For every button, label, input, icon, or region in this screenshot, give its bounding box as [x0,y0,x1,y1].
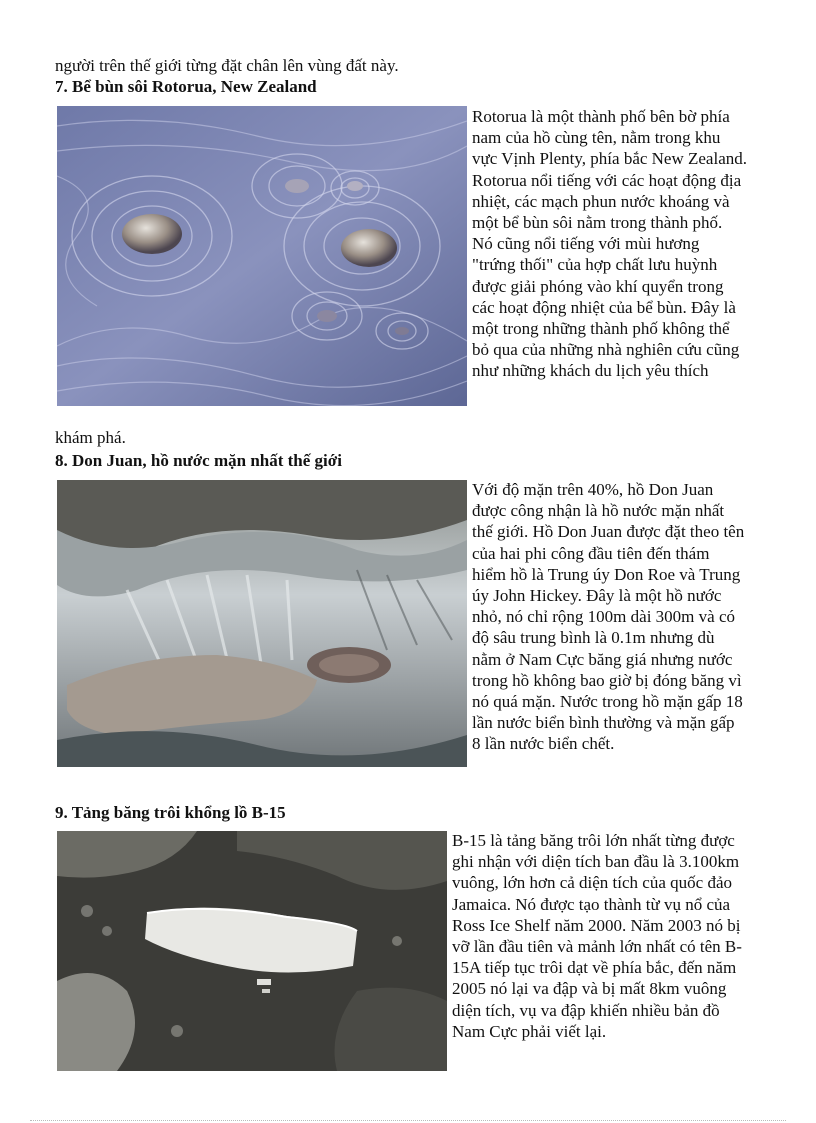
section-8-paragraph: Với độ mặn trên 40%, hồ Don Juan được công nhận là hồ nước mặn nhất thế giới. Hồ Don Juan được đặt theo tên của hai phi công đầu tiên đến thám hiểm hồ là Trung úy Don Roe và Trung úy John Hickey. Đây là một hồ nước nhỏ, nó chỉ rộng 100m dài 300m và có độ sâu trung bình là 0.1m nhưng dù nằm ở Nam Cực băng giá nhưng nước trong hồ không bao giờ bị đóng băng vì nó quá mặn. Nước trong hồ mặn gấp 18 lần nước biển bình thường và mặn gấp 8 lần nước biển chết. [472,480,745,754]
section-9-paragraph: B-15 là tảng băng trôi lớn nhất từng được ghi nhận với diện tích ban đầu là 3.100km vuông, lớn hơn cả diện tích của quốc đảo Jamaica. Nó được tạo thành từ vụ nổ của Ross Ice Shelf năm 2000. Năm 2003 nó bị vỡ lần đầu tiên và mảnh lớn nhất có tên B-15A tiếp tục trôi dạt về phía bắc, đến năm 2005 nó lại va đập và bị mất 8km vuông diện tích, vụ va đập khiến nhiều bản đồ Nam Cực phải viết lại. [452,831,742,1041]
section-9-heading: 9. Tảng băng trôi khổng lồ B-15 [55,803,286,822]
section-8-heading: 8. Don Juan, hồ nước mặn nhất thế giới [55,451,342,470]
don-juan-pond-image [57,480,467,767]
page-bottom-rule [30,1120,786,1121]
intro-line: người trên thế giới từng đặt chân lên vùng đất này. [55,56,399,75]
section-7-heading: 7. Bể bùn sôi Rotorua, New Zealand [55,77,317,96]
iceberg-b15-image [57,831,447,1071]
rotorua-mud-pool-image [57,106,467,406]
section-7-continuation: khám phá. [55,428,126,447]
section-7-paragraph: Rotorua là một thành phố bên bờ phía nam của hồ cùng tên, nằm trong khu vực Vịnh Plenty, phía bắc New Zealand. Rotorua nổi tiếng với các hoạt động địa nhiệt, các mạch phun nước khoáng và một bể bùn sôi nằm trong thành phố. Nó cũng nổi tiếng với mùi hương "trứng thối" của hợp chất lưu huỳnh được giải phóng vào khí quyển trong các hoạt động nhiệt của bể bùn. Đây là một trong những thành phố không thể bỏ qua của những nhà nghiên cứu cũng như những khách du lịch yêu thích [472,107,747,381]
